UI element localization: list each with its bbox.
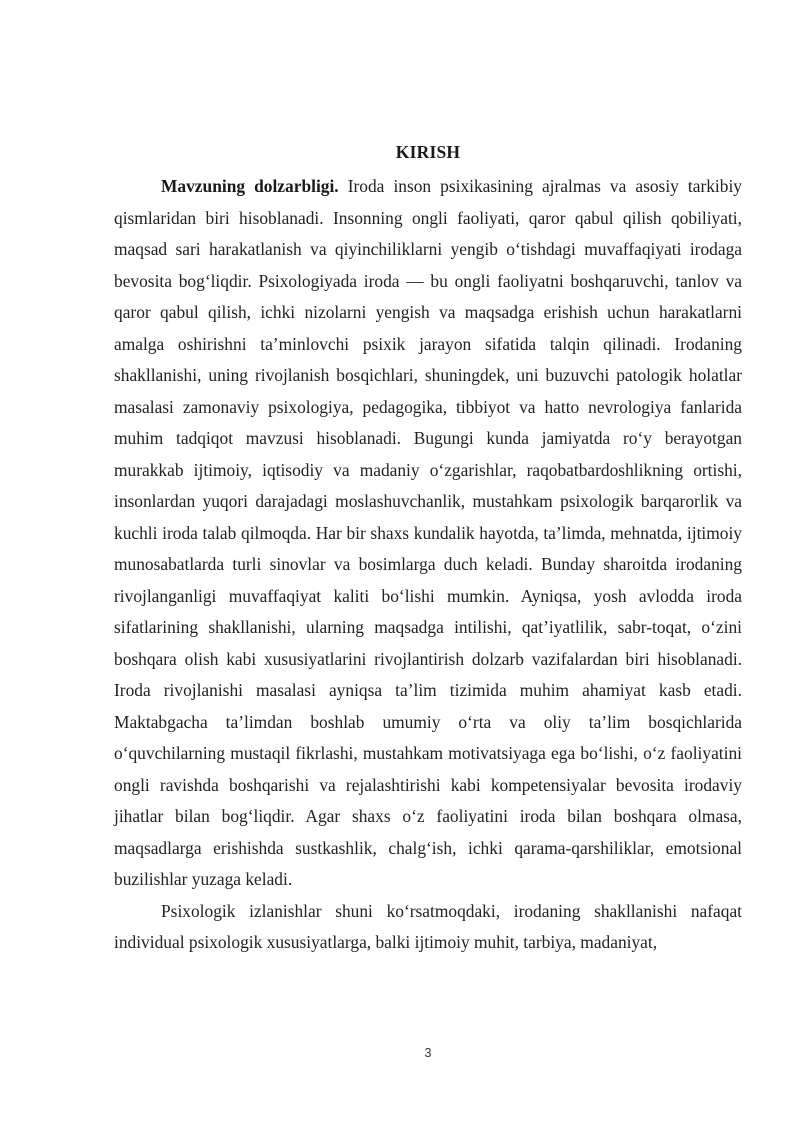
paragraph-text: Iroda inson psixikasining ajralmas va asosiy tarkibiy qismlaridan biri hisoblanadi. Insonning ongli faoliyati, qaror qabul qilish qobiliyati, maqsad sari harakatlanish va qiyinchiliklarni yengib o‘tishdagi muvaffaqiyati irodaga bevosita bog‘liqdir. Psixologiyada iroda — bu ongli faoliyatni boshqaruvchi, tanlov va qaror qabul qilish, ichki nizolarni yengish va maqsadga erishish uchun harakatlarni amalga oshirishni ta’minlovchi psixik jarayon sifatida talqin qilinadi. Irodaning shakllanishi, uning rivojlanish bosqichlari, shuningdek, uni buzuvchi patologik holatlar masalasi zamonaviy psixologiya, pedagogika, tibbiyot va hatto nevrologiya fanlarida muhim tadqiqot mavzusi hisoblanadi. Bugungi kunda jamiyatda ro‘y berayotgan murakkab ijtimoiy, iqtisodiy va madaniy o‘zgarishlar, raqobatbardoshlikning ortishi, insonlardan yuqori darajadagi moslashuvchanlik, mustahkam psixologik barqarorlik va kuchli iroda talab qilmoqda. Har bir shaxs kundalik hayotda, ta’limda, mehnatda, ijtimoiy munosabatlarda turli sinovlar va bosimlarga duch keladi. Bunday sharoitda irodaning rivojlanganligi muvaffaqiyat kaliti bo‘lishi mumkin. Ayniqsa, yosh avlodda iroda sifatlarining shakllanishi, ularning maqsadga intilishi, qat’iyatlilik, sabr-toqat, o‘zini boshqara olish kabi xususiyatlarini rivojlantirish dolzarb vazifalardan biri hisoblanadi. Iroda rivojlanishi masalasi ayniqsa ta’lim tizimida muhim ahamiyat kasb etadi. Maktabgacha ta’limdan boshlab umumiy o‘rta va oliy ta’lim bosqichlarida o‘quvchilarning mustaqil fikrlashi, mustahkam motivatsiyaga ega bo‘lishi, o‘z faoliyatini ongli ravishda boshqarishi va rejalashtirishi kabi kompetensiyalar bevosita irodaviy jihatlar bilan bog‘liqdir. Agar shaxs o‘z faoliyatini iroda bilan boshqara olmasa, maqsadlarga erishishda sustkashlik, chalg‘ish, ichki qarama-qarshiliklar, emotsional buzilishlar yuzaga keladi.	[114, 176, 742, 889]
body-text	[114, 171, 742, 959]
paragraph-text: Psixologik izlanishlar shuni ko‘rsatmoqdaki, irodaning shakllanishi nafaqat individual psixologik xususiyatlarga, balki ijtimoiy muhit, tarbiya, madaniyat,	[114, 900, 742, 952]
paragraph-lead: Mavzuning dolzarbligi.	[161, 176, 339, 196]
paragraph-research	[114, 896, 742, 959]
page-title: KIRISH	[395, 142, 461, 162]
page-number: 3	[424, 1046, 432, 1060]
paragraph-relevance	[114, 171, 742, 896]
